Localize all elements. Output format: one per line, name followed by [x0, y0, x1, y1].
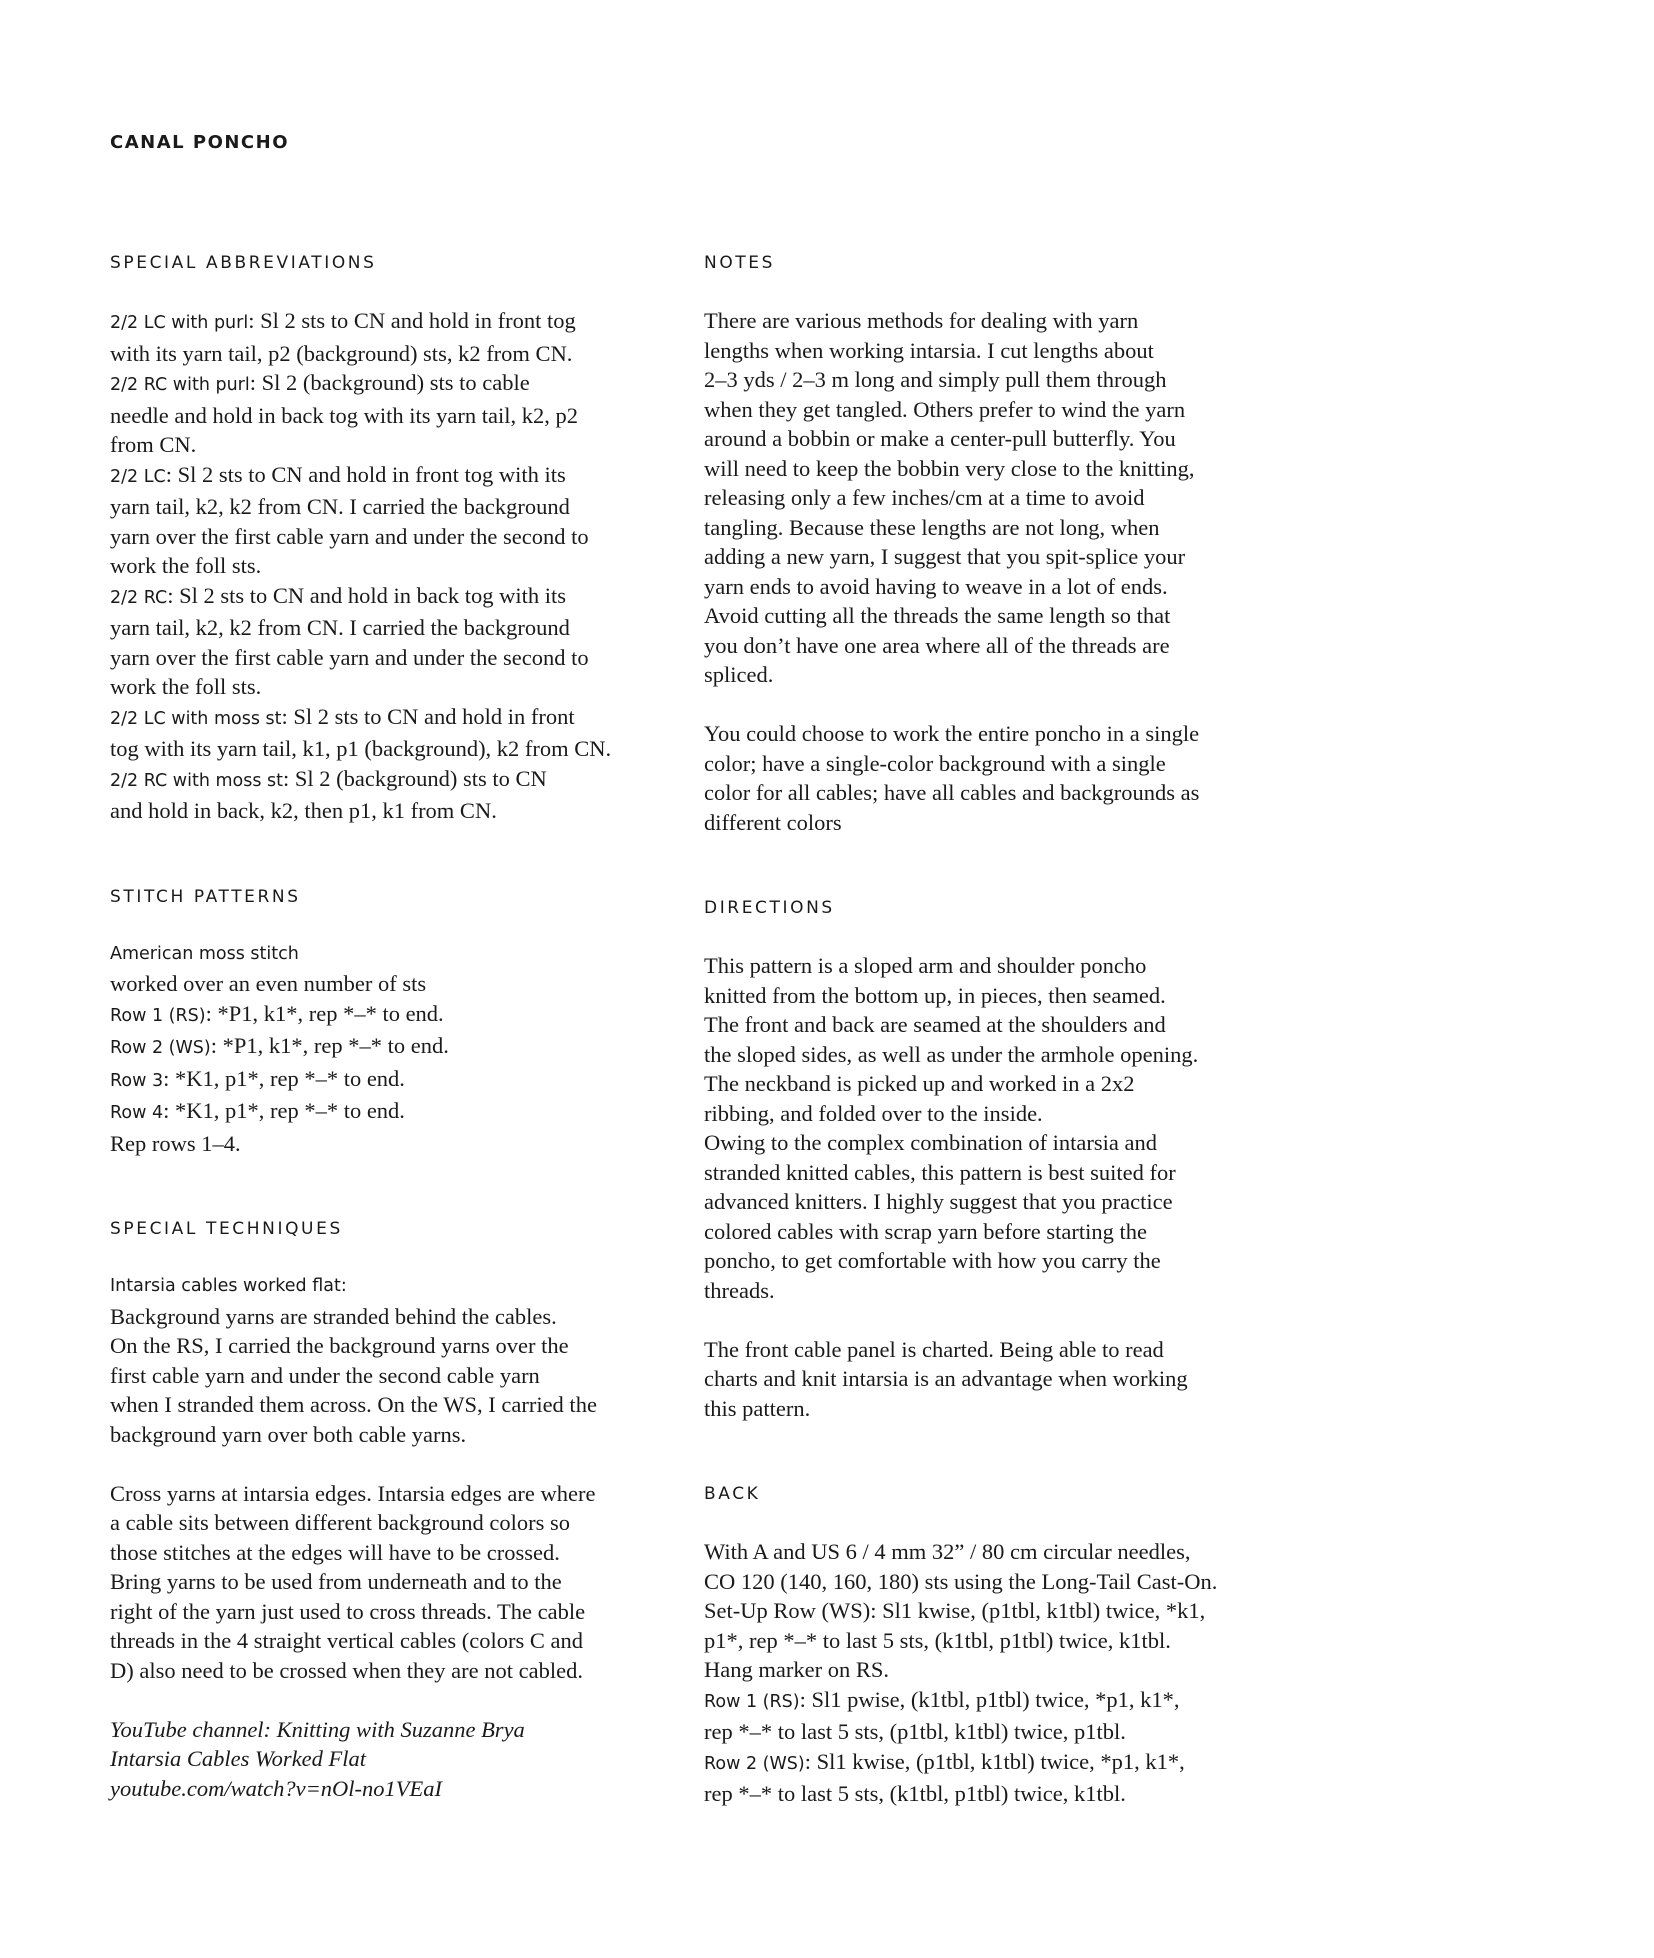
cross-yarns-paragraph: Cross yarns at intarsia edges. Intarsia edges are where a cable sits between different background colors so those stitches at the edges will have to be crossed. Bring yarns to be used from underneath and to the right of the yarn just used to cross threads. The cable threads in the 4 straight vertical cables (colors C and D) also need to be crossed when they are not cabled.	[110, 1480, 596, 1683]
special-abbreviations-heading: SPECIAL ABBREVIATIONS	[110, 253, 377, 273]
row-text: : *P1, k1*, rep *–* to end.	[210, 1033, 449, 1058]
row-label: Row 4	[110, 1103, 164, 1123]
row-label: Row 1 (RS)	[110, 1005, 206, 1026]
abbreviation-label: 2/2 RC	[110, 587, 168, 608]
abbreviation-item	[110, 368, 680, 460]
row-label: Row 1 (RS)	[704, 1691, 800, 1712]
notes-heading: NOTES	[704, 253, 776, 273]
row-label: Row 2 (WS)	[110, 1038, 211, 1058]
left-column	[110, 250, 680, 1803]
row-text: : Sl1 kwise, (p1tbl, k1tbl) twice, *p1, k1*, rep *–* to last 5 sts, (k1tbl, p1tbl) twice, k1tbl.	[704, 1748, 1185, 1806]
directions-paragraph: The front cable panel is charted. Being able to read charts and knit intarsia is an advantage when working this pattern.	[704, 1336, 1188, 1421]
intarsia-title: Intarsia cables worked flat:	[110, 1276, 347, 1296]
stitch-patterns-heading: STITCH PATTERNS	[110, 886, 301, 907]
abbreviation-label: 2/2 LC with moss st	[110, 708, 282, 729]
moss-row	[110, 1031, 680, 1064]
abbreviation-label: 2/2 RC with moss st	[110, 770, 284, 791]
youtube-reference: YouTube channel: Knitting with Suzanne Brya Intarsia Cables Worked Flat youtube.com/watch?v=nOl-no1VEaI	[110, 1716, 525, 1801]
abbreviation-label: 2/2 LC	[110, 466, 166, 487]
back-row	[704, 1747, 1284, 1809]
abbreviation-text: : Sl 2 (background) sts to cable needle and hold in back tog with its yarn tail, k2, p2 from CN.	[110, 370, 579, 457]
notes-paragraph: There are various methods for dealing with yarn lengths when working intarsia. I cut lengths about 2–3 yds / 2–3 m long and simply pull them through when they get tangled. Others prefer to wind the yarn around a bobbin or make a center-pull butterfly. You will need to keep the bobbin very close to the knitting, releasing only a few inches/cm at a time to avoid tangling. Because these lengths are not long, when adding a new yarn, I suggest that you spit-splice your yarn ends to avoid having to weave in a lot of ends. Avoid cutting all the threads the same length so that you don’t have one area where all of the threads are spliced.	[704, 308, 1195, 687]
back-row	[704, 1685, 1284, 1747]
row-label: Row 2 (WS)	[704, 1753, 805, 1774]
row-text: : *K1, p1*, rep *–* to end.	[163, 1098, 405, 1123]
back-intro: With A and US 6 / 4 mm 32” / 80 cm circular needles, CO 120 (140, 160, 180) sts using the Long-Tail Cast-On. Set-Up Row (WS): Sl1 kwise, (p1tbl, k1tbl) twice, *k1, p1*, rep *–* to last 5 sts, (k1tbl, p1tbl) twice, k1tbl. Hang marker on RS.	[704, 1539, 1218, 1682]
moss-stitch-title: American moss stitch	[110, 943, 299, 964]
row-text: : *K1, p1*, rep *–* to end.	[163, 1065, 405, 1091]
moss-repeat: Rep rows 1–4.	[110, 1130, 241, 1156]
row-text: : *P1, k1*, rep *–* to end.	[205, 1000, 444, 1026]
page-title: CANAL PONCHO	[110, 132, 290, 153]
abbreviation-label: 2/2 LC with purl	[110, 313, 249, 333]
row-label: Row 3	[110, 1070, 164, 1091]
abbreviation-text: : Sl 2 sts to CN and hold in front tog with its yarn tail, p2 (background) sts, k2 from CN.	[110, 308, 576, 366]
moss-row	[110, 1096, 680, 1129]
abbreviation-label: 2/2 RC with purl	[110, 375, 250, 395]
abbreviation-item	[110, 460, 680, 581]
moss-stitch-intro: worked over an even number of sts	[110, 971, 427, 996]
directions-heading: DIRECTIONS	[704, 898, 835, 918]
special-techniques-heading: SPECIAL TECHNIQUES	[110, 1219, 343, 1239]
notes-paragraph: You could choose to work the entire poncho in a single color; have a single-color background with a single color for all cables; have all cables and backgrounds as different colors	[704, 721, 1200, 835]
abbreviation-text: : Sl 2 sts to CN and hold in front tog with its yarn tail, k2, k2 from CN. I carried the background yarn over the first cable yarn and under the second to work the foll sts.	[110, 461, 589, 578]
abbreviation-text: : Sl 2 (background) sts to CN and hold in back, k2, then p1, k1 from CN.	[110, 765, 547, 823]
abbreviation-item	[110, 581, 680, 702]
back-heading: BACK	[704, 1484, 761, 1504]
abbreviation-text: : Sl 2 sts to CN and hold in front tog with its yarn tail, k1, p1 (background), k2 from CN.	[110, 703, 612, 761]
directions-paragraph: This pattern is a sloped arm and shoulder poncho knitted from the bottom up, in pieces, then seamed. The front and back are seamed at the shoulders and the sloped sides, as well as under the armhole opening. The neckband is picked up and worked in a 2x2 ribbing, and folded over to the inside. Owing to the complex combination of intarsia and stranded knitted cables, this pattern is best suited for advanced knitters. I highly suggest that you practice colored cables with scrap yarn before starting the poncho, to get comfortable with how you carry the threads.	[704, 953, 1199, 1303]
right-column	[704, 250, 1284, 1809]
abbreviation-item	[110, 306, 680, 368]
moss-row	[110, 999, 680, 1032]
moss-row	[110, 1064, 680, 1097]
row-text: : Sl1 pwise, (k1tbl, p1tbl) twice, *p1, k1*, rep *–* to last 5 sts, (p1tbl, k1tbl) twice, p1tbl.	[704, 1686, 1180, 1744]
abbreviation-item	[110, 764, 680, 826]
intarsia-paragraph: Background yarns are stranded behind the cables. On the RS, I carried the background yarns over the first cable yarn and under the second cable yarn when I stranded them across. On the WS, I carried the background yarn over both cable yarns.	[110, 1303, 597, 1447]
abbreviation-text: : Sl 2 sts to CN and hold in back tog with its yarn tail, k2, k2 from CN. I carried the background yarn over the first cable yarn and under the second to work the foll sts.	[110, 582, 589, 699]
abbreviation-item	[110, 702, 680, 764]
